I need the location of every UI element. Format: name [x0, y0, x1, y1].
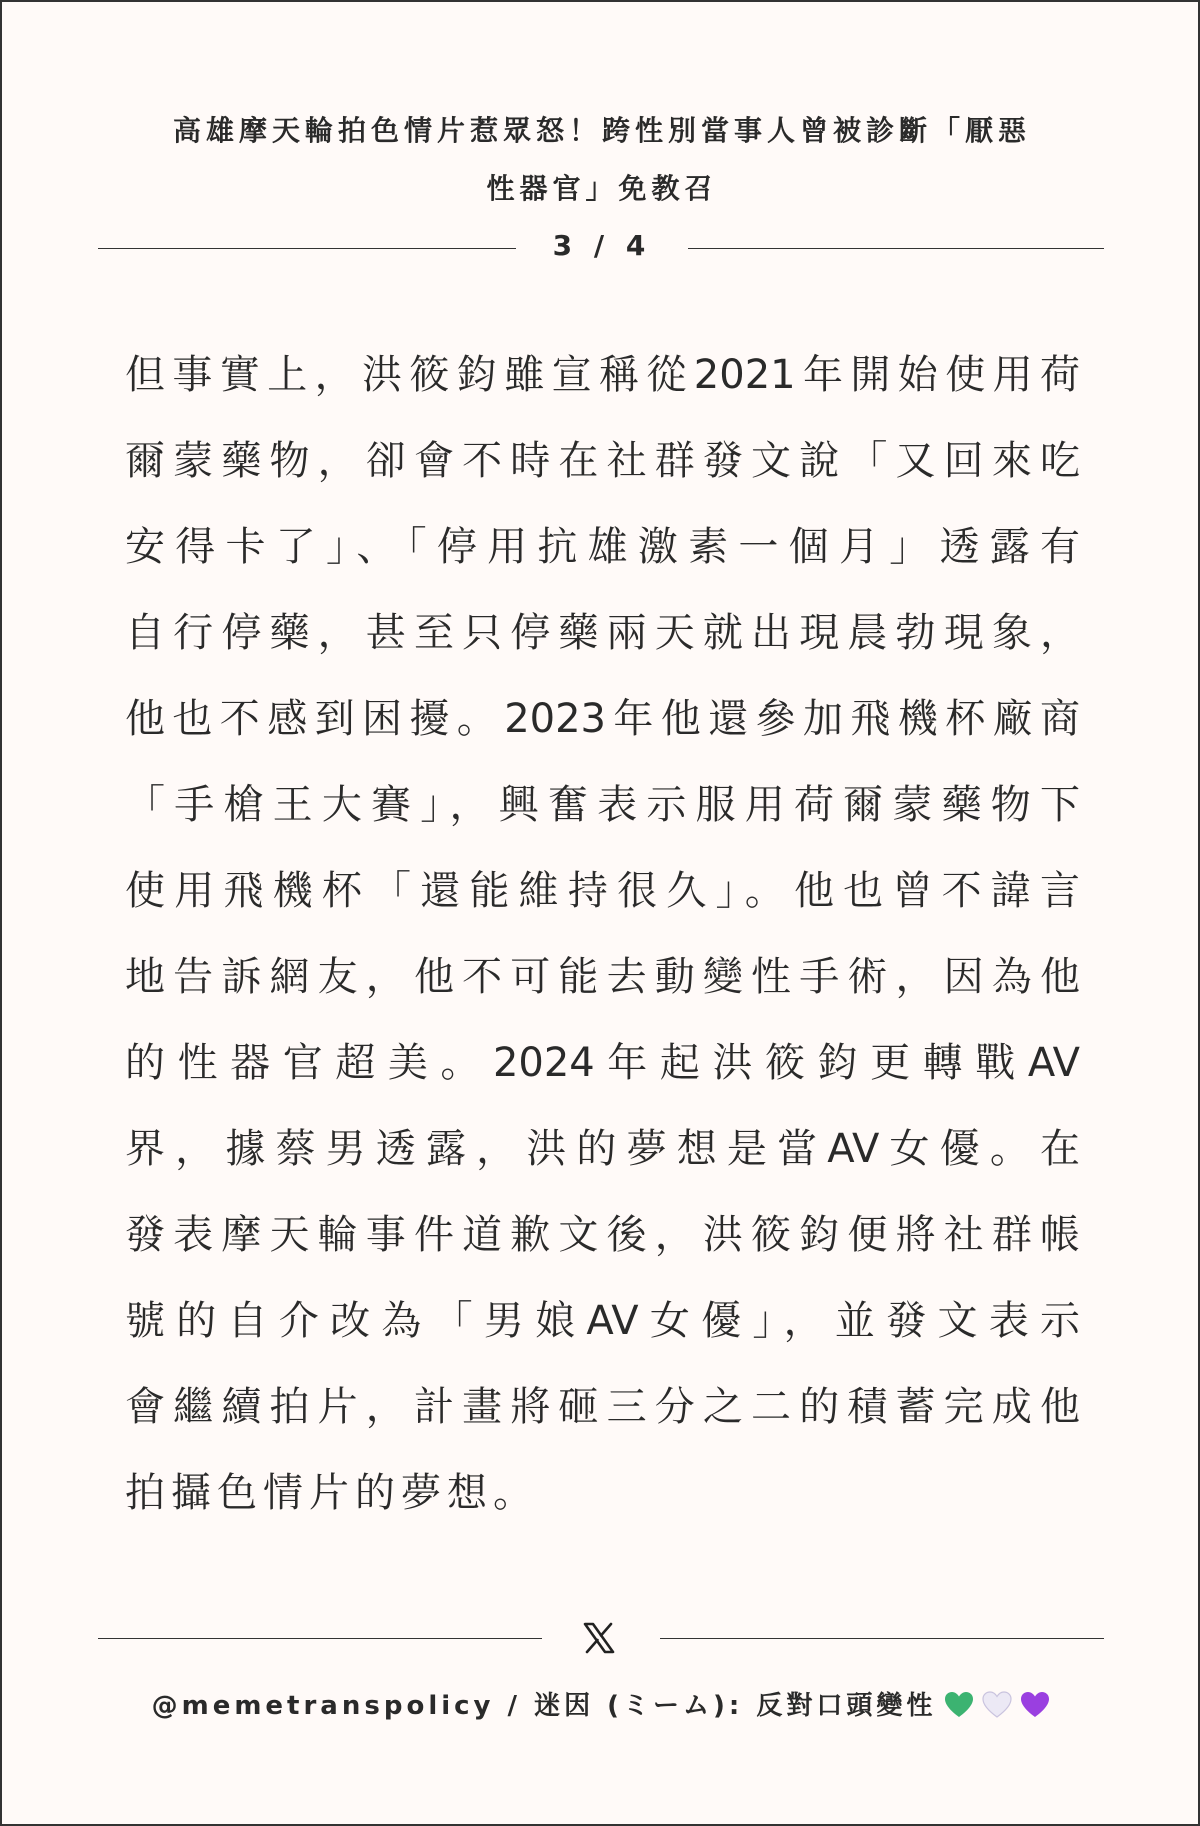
body-line: 但事實上，洪筱鈞雖宣稱從2021年開始使用荷	[125, 352, 1080, 398]
footer-divider-right	[660, 1638, 1104, 1639]
title-line-2: 性器官」免教召	[486, 172, 718, 205]
body-line: 界，據蔡男透露，洪的夢想是當AV女優。在	[125, 1126, 1080, 1172]
divider-left	[98, 248, 516, 249]
x-logo-icon	[581, 1620, 617, 1656]
body-line: 號的自介改為「男娘AV女優」，並發文表示	[125, 1298, 1080, 1344]
body-line: 的性器官超美。2024年起洪筱鈞更轉戰AV	[125, 1040, 1080, 1086]
body-line: 拍攝色情片的夢想。	[125, 1470, 539, 1516]
purple-heart-icon	[1020, 1691, 1050, 1719]
body-line: 安得卡了」、「停用抗雄激素一個月」透露有	[125, 524, 1080, 570]
divider-right	[688, 248, 1104, 249]
account-handle: @memetranspolicy / 迷因 (ミーム): 反對口頭變性	[151, 1691, 937, 1721]
footer-divider-left	[98, 1638, 542, 1639]
pager-row	[98, 224, 1104, 268]
green-heart-icon	[944, 1691, 974, 1719]
body-line: 「手槍王大賽」，興奮表示服用荷爾蒙藥物下	[125, 782, 1080, 828]
body-line: 自行停藥，甚至只停藥兩天就出現晨勃現象，	[125, 610, 1080, 656]
footer-divider-row	[98, 1614, 1104, 1662]
article-body	[125, 332, 1080, 1536]
page-indicator: 3 / 4	[552, 229, 652, 262]
body-line: 發表摩天輪事件道歉文後，洪筱鈞便將社群帳	[125, 1212, 1080, 1258]
white-heart-icon	[982, 1691, 1012, 1719]
body-line: 使用飛機杯「還能維持很久」。他也曾不諱言	[125, 868, 1080, 914]
body-line: 他也不感到困擾。2023年他還參加飛機杯廠商	[125, 696, 1080, 742]
title-line-1: 高雄摩天輪拍色情片惹眾怒！跨性別當事人曾被診斷「厭惡	[172, 114, 1031, 147]
body-line: 地告訴網友，他不可能去動變性手術，因為他	[125, 954, 1080, 1000]
body-line: 爾蒙藥物，卻會不時在社群發文說「又回來吃	[125, 438, 1080, 484]
account-handle-line	[98, 1682, 1104, 1730]
page-title	[112, 102, 1092, 218]
body-line: 會繼續拍片，計畫將砸三分之二的積蓄完成他	[125, 1384, 1080, 1430]
